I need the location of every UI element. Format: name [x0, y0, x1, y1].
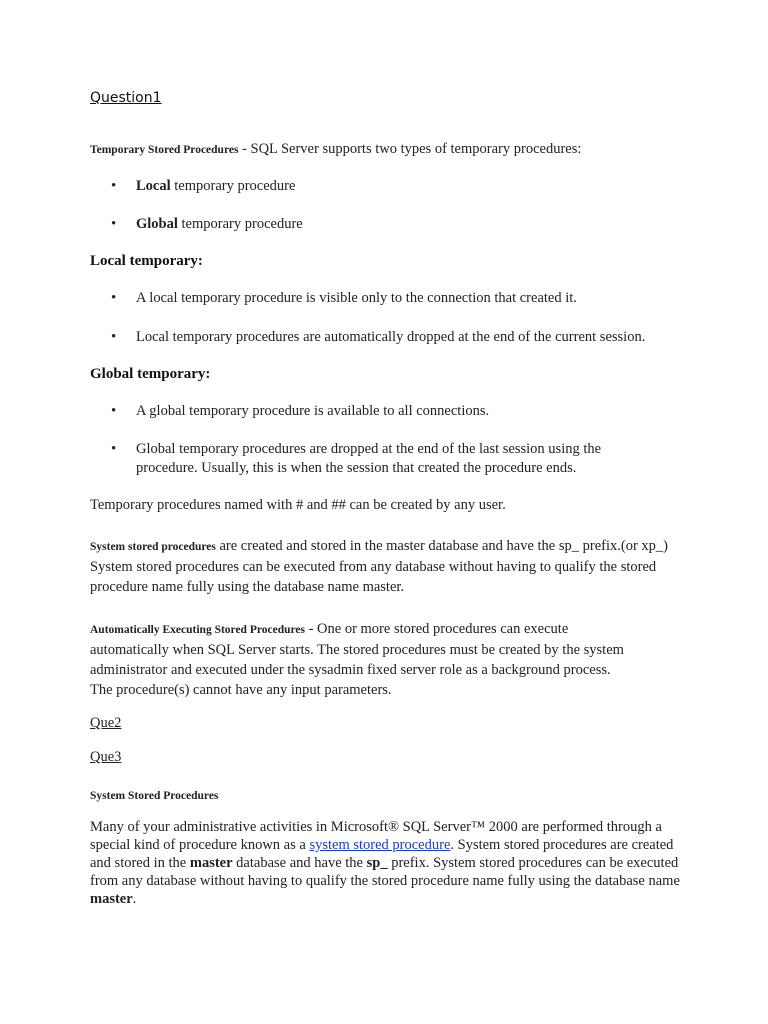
local-bullet-2	[111, 328, 696, 347]
temp-bullet-1-rest: temporary procedure	[170, 178, 296, 194]
system-stored-text: are created and stored in the master database and have the sp_ prefix.(or xp_) System stored procedures can be executed from any database without having to qualify the stored procedure name fully using the database name master.	[90, 538, 668, 595]
local-bullet-1-text: A local temporary procedure is visible only to the connection that created it.	[136, 290, 577, 306]
que3-text[interactable]: Que3	[90, 749, 122, 765]
system-stored-procedures-heading	[90, 785, 690, 806]
global-bullet-2-text: Global temporary procedures are dropped at the end of the last session using the procedure. Usually, this is when the session that created the procedure ends.	[136, 441, 602, 476]
system-stored-procedure-link[interactable]: system stored procedure	[309, 837, 451, 853]
final-sp-bold: sp_	[366, 855, 388, 871]
local-bullet-1	[111, 289, 696, 308]
system-stored-paragraph	[90, 536, 675, 597]
temp-stored-text: - SQL Server supports two types of temporary procedures:	[238, 141, 582, 157]
final-master-bold: master	[189, 855, 233, 871]
global-bullet-1-text: A global temporary procedure is available to all connections.	[136, 403, 490, 419]
que3-link[interactable]	[90, 747, 690, 767]
temp-bullet-2	[111, 215, 303, 234]
named-with-text: Temporary procedures named with # and ## can be created by any user.	[90, 497, 506, 513]
global-bullet-1	[111, 402, 696, 421]
final-part-2: . System stored procedures are created and stored in the	[90, 837, 674, 871]
temp-bullet-2-bold: Global	[136, 216, 178, 232]
global-bullet-2	[111, 440, 631, 478]
auto-exec-paragraph	[90, 619, 650, 700]
auto-exec-text-2: The procedure(s) cannot have any input parameters.	[90, 682, 392, 698]
temp-bullet-1	[111, 177, 296, 196]
que2-text[interactable]: Que2	[90, 715, 122, 731]
final-paragraph	[90, 818, 680, 908]
global-temp-heading: Global temporary:	[90, 366, 211, 382]
bullet-icon: •	[111, 403, 117, 419]
document-page	[90, 0, 690, 1024]
bullet-icon: •	[111, 441, 117, 457]
temp-stored-label: Temporary Stored Procedures	[90, 144, 239, 156]
question1-heading: Question1	[90, 90, 162, 106]
bullet-icon: •	[111, 178, 117, 194]
final-part-4: prefix. System stored procedures can be executed from any database without having to qualify the stored procedure name fully using the database name	[90, 855, 680, 889]
final-part-1: Many of your administrative activities in Microsoft® SQL Server™ 2000 are performed through a special kind of procedure known as a	[90, 819, 662, 853]
auto-exec-text: - One or more stored procedures can execute automatically when SQL Server starts. The stored procedures must be created by the system administrator and executed under the sysadmin fixed server role as a background process.	[90, 621, 624, 678]
final-master2-bold: master	[90, 891, 133, 907]
final-part-3: database and have the	[232, 855, 367, 871]
que2-link[interactable]	[90, 713, 690, 733]
temp-bullet-1-bold: Local	[136, 178, 171, 194]
bullet-icon: •	[111, 329, 117, 345]
local-temp-heading: Local temporary:	[90, 253, 203, 269]
final-part-5: .	[132, 891, 137, 907]
temp-stored-line	[90, 139, 581, 160]
local-bullet-2-text: Local temporary procedures are automatically dropped at the end of the current session.	[136, 329, 646, 345]
temp-bullet-2-rest: temporary procedure	[177, 216, 303, 232]
auto-exec-label: Automatically Executing Stored Procedures	[90, 624, 305, 636]
system-stored-label: System stored procedures	[90, 541, 216, 553]
bullet-icon: •	[111, 290, 117, 306]
bullet-icon: •	[111, 216, 117, 232]
system-stored-procedures-heading-text: System Stored Procedures	[90, 790, 219, 802]
